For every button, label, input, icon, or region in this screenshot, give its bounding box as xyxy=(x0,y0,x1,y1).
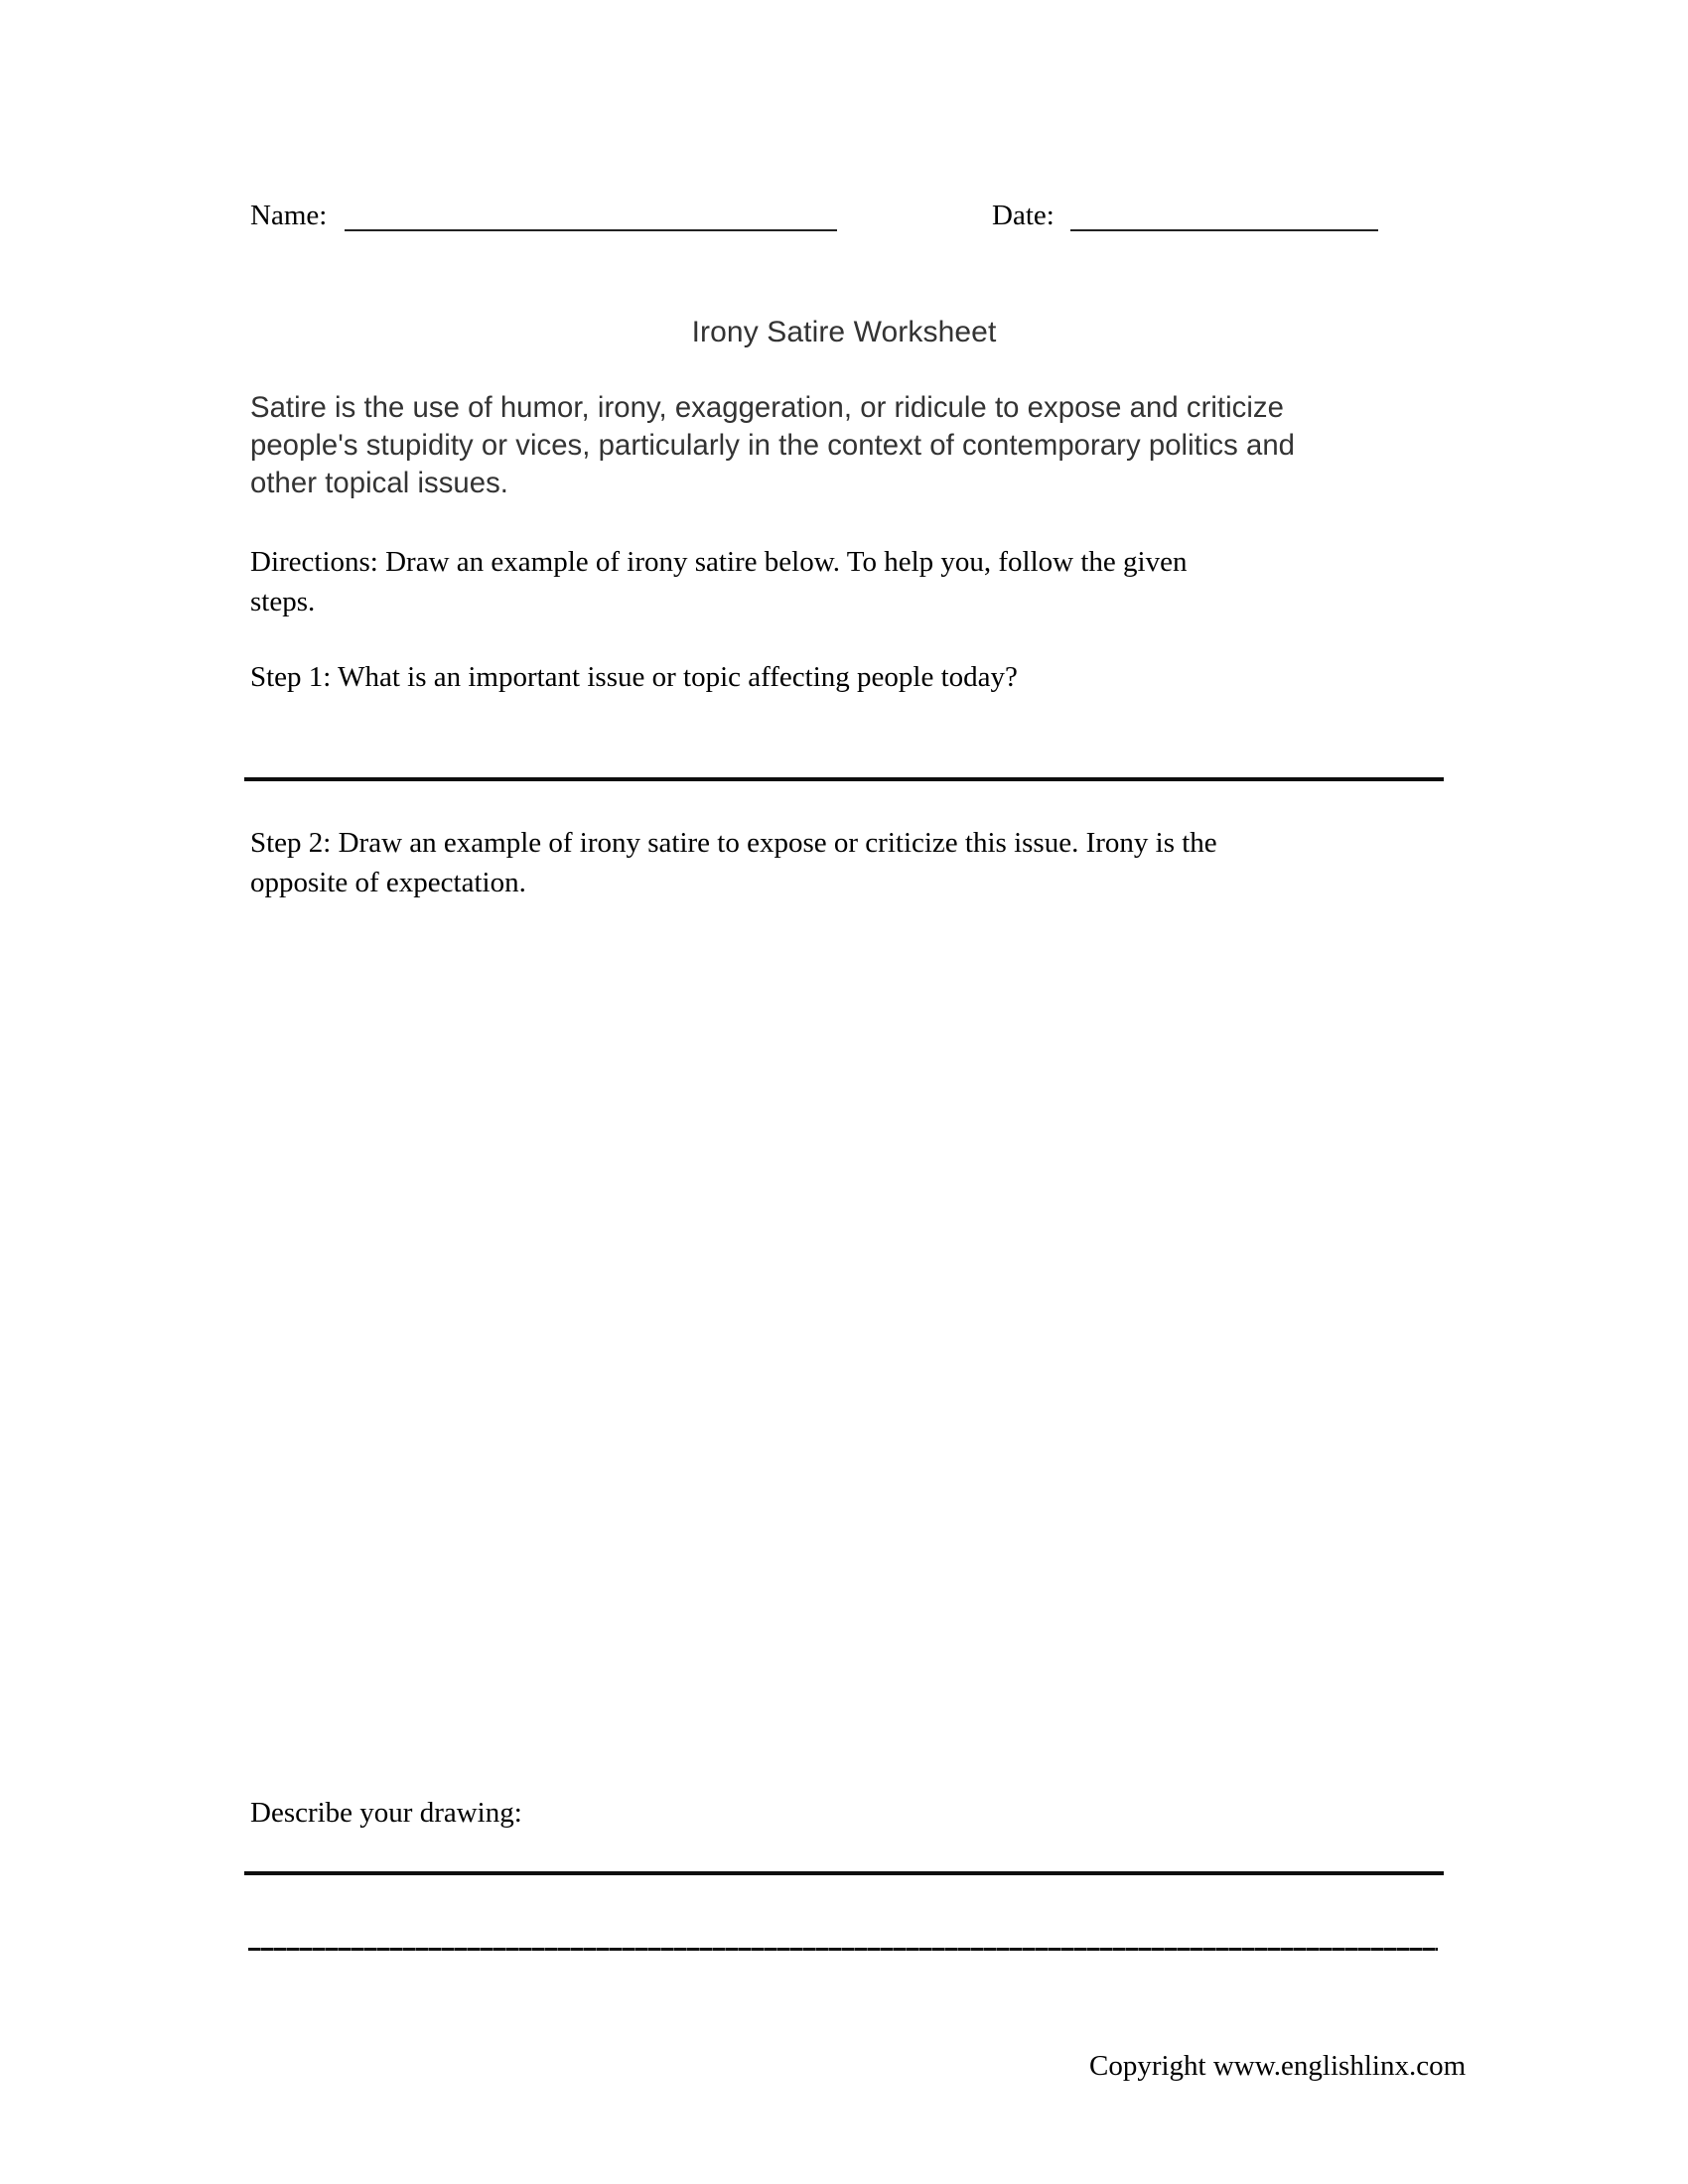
name-input-line[interactable] xyxy=(345,229,837,231)
step2-line: opposite of expectation. xyxy=(250,867,526,898)
name-label: Name: xyxy=(250,200,328,231)
step1-prompt: Step 1: What is an important issue or topic affecting people today? xyxy=(250,661,1018,693)
describe-prompt: Describe your drawing: xyxy=(250,1797,522,1829)
describe-answer-line-1[interactable] xyxy=(244,1871,1444,1875)
satire-definition xyxy=(250,389,1462,502)
describe-answer-line-2[interactable] xyxy=(248,1948,1438,1951)
worksheet-title: Irony Satire Worksheet xyxy=(691,316,997,348)
step2-line: Step 2: Draw an example of irony satire to expose or criticize this issue. Irony is the xyxy=(250,827,1217,859)
date-label: Date: xyxy=(992,200,1055,231)
step1-answer-line[interactable] xyxy=(244,777,1444,781)
drawing-area[interactable] xyxy=(244,884,1444,1757)
copyright-notice: Copyright www.englishlinx.com xyxy=(1089,2050,1467,2082)
directions-line: Directions: Draw an example of irony satire below. To help you, follow the given xyxy=(250,546,1188,578)
date-input-line[interactable] xyxy=(1070,229,1378,231)
definition-line: people's stupidity or vices, particularly in the context of contemporary politics and xyxy=(250,429,1296,462)
definition-line: other topical issues. xyxy=(250,467,508,499)
directions xyxy=(250,542,1187,621)
definition-line: Satire is the use of humor, irony, exaggeration, or ridicule to expose and criticize xyxy=(250,391,1284,424)
directions-line: steps. xyxy=(250,586,316,617)
